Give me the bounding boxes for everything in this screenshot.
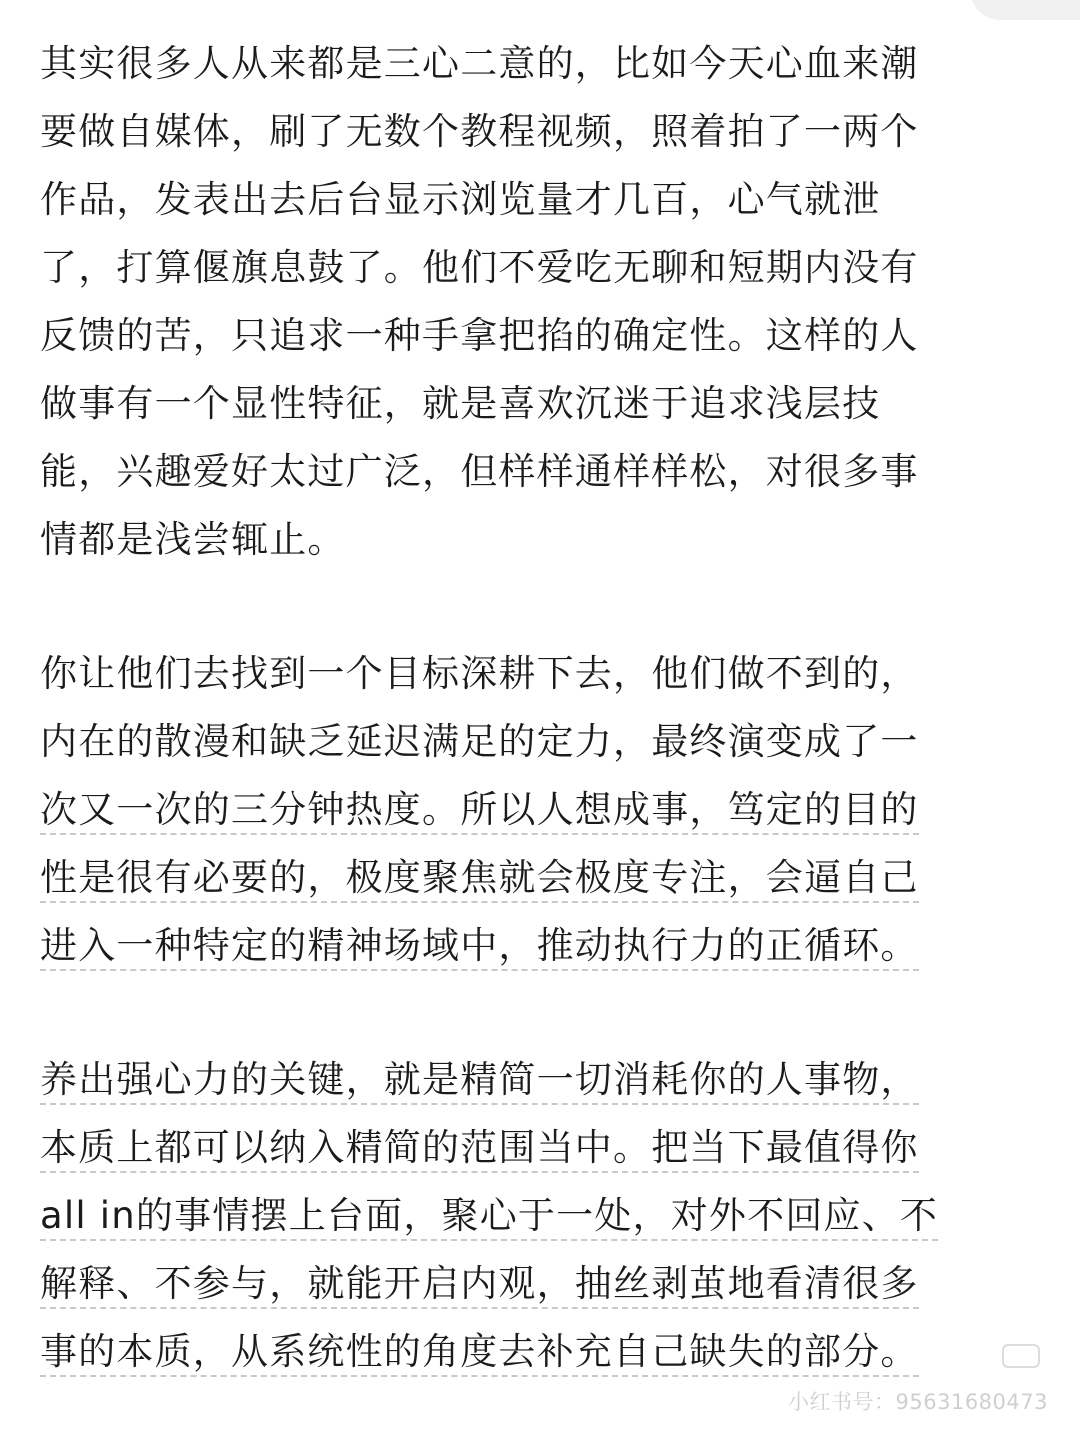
highlighted-text: all in的事情摆上台面，聚心于一处，对外不回应、不: [40, 1194, 938, 1241]
highlighted-text-line: [40, 844, 1040, 912]
highlighted-text-line: [40, 776, 1040, 844]
highlighted-text: 事的本质，从系统性的角度去补充自己缺失的部分。: [40, 1330, 919, 1377]
highlighted-text: 本质上都可以纳入精简的范围当中。把当下最值得你: [40, 1126, 919, 1173]
text-line: 了，打算偃旗息鼓了。他们不爱吃无聊和短期内没有: [40, 246, 919, 289]
highlighted-text: 解释、不参与，就能开启内观，抽丝剥茧地看清很多: [40, 1262, 919, 1309]
text-line: 做事有一个显性特征，就是喜欢沉迷于追求浅层技: [40, 382, 881, 425]
highlighted-text-line: [40, 1046, 1040, 1114]
text-line: 内在的散漫和缺乏延迟满足的定力，最终演变成了一: [40, 720, 919, 763]
highlighted-text: 进入一种特定的精神场域中，推动执行力的正循环。: [40, 924, 919, 971]
text-line: 作品，发表出去后台显示浏览量才几百，心气就泄: [40, 178, 881, 221]
article-body: [40, 30, 1040, 1452]
highlighted-text: 次又一次的三分钟热度。所以人想成事，笃定的目的: [40, 788, 919, 835]
highlighted-text: 性是很有必要的，极度聚焦就会极度专注，会逼自己: [40, 856, 919, 903]
watermark-account-id: 小红书号：95631680473: [788, 1390, 1048, 1414]
text-line: 要做自媒体，刷了无数个教程视频，照着拍了一两个: [40, 110, 919, 153]
top-corner-decoration: [970, 0, 1080, 20]
highlighted-text-line: [40, 1250, 1040, 1318]
highlighted-text-line: [40, 1114, 1040, 1182]
text-line: 其实很多人从来都是三心二意的，比如今天心血来潮: [40, 42, 919, 85]
paragraph-2: [40, 640, 1040, 980]
highlighted-text-line: [40, 1318, 1040, 1386]
text-line: 情都是浅尝辄止。: [40, 518, 346, 561]
text-line: 反馈的苦，只追求一种手拿把掐的确定性。这样的人: [40, 314, 919, 357]
highlighted-text: 养出强心力的关键，就是精简一切消耗你的人事物，: [40, 1058, 919, 1105]
text-line: 能，兴趣爱好太过广泛，但样样通样样松，对很多事: [40, 450, 919, 493]
highlighted-text-line: [40, 912, 1040, 980]
paragraph-1: [40, 30, 1040, 574]
highlighted-text-line: [40, 1182, 1040, 1250]
text-line: 你让他们去找到一个目标深耕下去，他们做不到的，: [40, 652, 919, 695]
xiaohongshu-logo-icon: [1002, 1344, 1040, 1368]
paragraph-3: [40, 1046, 1040, 1386]
